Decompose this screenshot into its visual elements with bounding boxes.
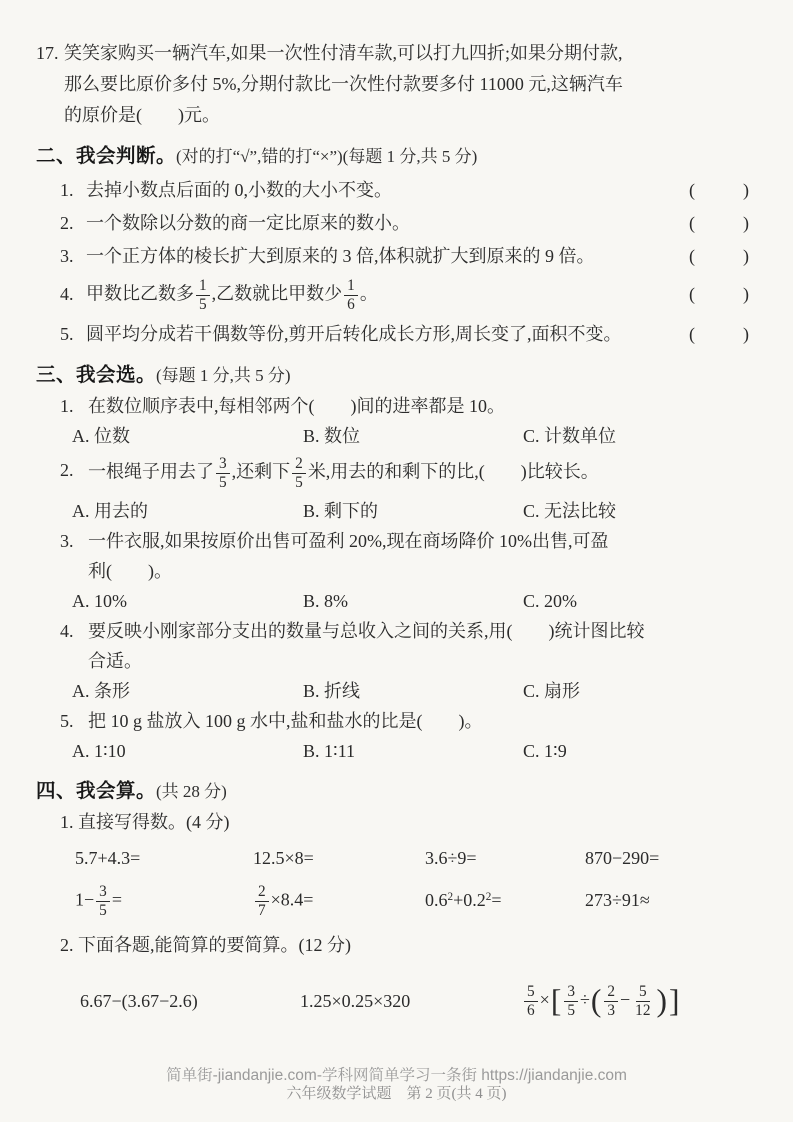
- judge-item-1: [36, 175, 753, 206]
- fraction: $\frac{1}{5}$: [196, 277, 210, 314]
- fraction: $\frac{3}{5}$: [216, 455, 230, 492]
- choice-options: [60, 676, 753, 706]
- option-a: A. 条形: [72, 681, 130, 702]
- fraction: $\frac{3}{5}$: [564, 983, 578, 1020]
- question-number: 4.: [60, 621, 74, 642]
- judge-list: [36, 175, 753, 350]
- footer-watermark: [0, 1066, 793, 1104]
- option-a: A. 10%: [72, 591, 127, 612]
- option-b: B. 剩下的: [303, 501, 379, 522]
- watermark-site-line: 简单街-jiandanjie.com-学科网简单学习一条街 https://jiandanjie.com: [166, 1067, 627, 1084]
- option-c: C. 无法比较: [523, 501, 617, 522]
- section-calc-title: 四、我会算。: [36, 780, 157, 803]
- choice-question-text: 要反映小刚家部分支出的数量与总收入之间的关系,用( )统计图比较: [88, 621, 645, 642]
- option-a: A. 位数: [72, 426, 130, 447]
- judge-item-4: [36, 274, 753, 317]
- option-a: A. 1∶10: [72, 741, 126, 762]
- question-number: 2.: [60, 213, 74, 233]
- simplify-row: [36, 972, 753, 1030]
- choice-question-text: 利( )。: [88, 561, 172, 582]
- fraction: $\frac{1}{6}$: [344, 277, 358, 314]
- judge-item-3: [36, 241, 753, 272]
- question-number: 1.: [60, 396, 74, 417]
- calc-expression: $0.6^2+0.2^2=$: [425, 889, 502, 910]
- question-number: 17.: [36, 43, 59, 63]
- choice-question-2: [36, 451, 753, 526]
- option-b: B. 数位: [303, 426, 361, 447]
- fraction: $\frac{3}{5}$: [96, 883, 110, 920]
- calc-expression: 6.67−(3.67−2.6): [80, 990, 198, 1011]
- section-judge-subtitle: (对的打“√”,错的打“×”)(每题 1 分,共 5 分): [176, 147, 478, 166]
- calc-expression: 3.6÷9=: [425, 848, 477, 869]
- choice-question-text: 一根绳子用去了 $\frac{3}{5}$ ,还剩下 $\frac{2}{5}$ 米,用去的和剩下的比,( )比较长。: [88, 455, 599, 492]
- choice-options: [60, 586, 753, 616]
- option-c: C. 1∶9: [523, 741, 567, 762]
- question-number: 4.: [60, 283, 74, 304]
- section-choice: [36, 360, 753, 766]
- judge-item-text: 一个数除以分数的商一定比原来的数小。: [86, 213, 410, 233]
- question-number: 5.: [60, 711, 74, 732]
- question-17-line3: 的原价是( )元。: [64, 105, 220, 125]
- question-number: 3.: [60, 531, 74, 552]
- mental-math-row-2: [36, 883, 753, 920]
- option-a: A. 用去的: [72, 501, 148, 522]
- option-c: C. 计数单位: [523, 426, 617, 447]
- section-judge-title: 二、我会判断。: [36, 145, 177, 167]
- calc-expression: 870−290=: [585, 848, 660, 869]
- fraction: $\frac{2}{5}$: [292, 455, 306, 492]
- choice-question-text: 一件衣服,如果按原价出售可盈利 20%,现在商场降价 10%出售,可盈: [88, 531, 609, 552]
- choice-options: [60, 421, 753, 451]
- calc-expression: 1− $\frac{3}{5}$ =: [75, 883, 122, 920]
- fraction: $\frac{2}{7}$: [255, 883, 269, 920]
- judge-item-text: 一个正方体的棱长扩大到原来的 3 倍,体积就扩大到原来的 9 倍。: [86, 246, 595, 266]
- answer-bracket: ( ): [689, 213, 753, 233]
- answer-bracket: ( ): [689, 246, 753, 266]
- section-calc-header: [36, 776, 753, 807]
- section-choice-title: 三、我会选。: [36, 364, 157, 387]
- judge-item-text: 甲数比乙数多 $\frac{1}{5}$ ,乙数就比甲数少 $\frac{1}{6}$ 。: [86, 277, 378, 314]
- choice-options: [60, 496, 753, 526]
- question-number: 3.: [60, 246, 74, 266]
- calc-sub1-label: 1. 直接写得数。(4 分): [60, 812, 230, 833]
- calc-expression: 1.25×0.25×320: [300, 990, 411, 1011]
- question-number: 5.: [60, 324, 74, 345]
- section-choice-header: [36, 360, 753, 391]
- answer-bracket: ( ): [689, 283, 753, 304]
- calc-expression: $\frac{5}{6}$ ×[ $\frac{3}{5}$ ÷( $\frac{2}{3}$ − $\frac{5}{12}$ )]: [522, 983, 753, 1020]
- judge-item-2: [36, 208, 753, 239]
- page-number-line: 六年级数学试题 第 2 页(共 4 页): [286, 1086, 507, 1102]
- question-17-line1: 笑笑家购买一辆汽车,如果一次性付清车款,可以打九四折;如果分期付款,: [64, 43, 623, 63]
- section-judge: [36, 141, 753, 350]
- choice-question-text: 把 10 g 盐放入 100 g 水中,盐和盐水的比是( )。: [88, 711, 483, 732]
- option-b: B. 8%: [303, 591, 348, 612]
- fraction: $\frac{2}{3}$: [604, 983, 618, 1020]
- option-b: B. 1∶11: [303, 741, 356, 762]
- calc-expression: 5.7+4.3=: [75, 848, 141, 869]
- question-number: 1.: [60, 180, 74, 200]
- answer-bracket: ( ): [689, 324, 753, 345]
- choice-question-1: [36, 391, 753, 451]
- choice-options: [60, 736, 753, 766]
- fraction: $\frac{5}{6}$: [524, 983, 538, 1020]
- choice-question-3: [36, 526, 753, 616]
- fraction: $\frac{5}{12}$: [635, 982, 651, 1019]
- question-17-line2: 那么要比原价多付 5%,分期付款比一次性付款要多付 11000 元,这辆汽车: [64, 74, 623, 94]
- option-b: B. 折线: [303, 681, 361, 702]
- choice-question-text: 合适。: [88, 651, 142, 672]
- option-c: C. 扇形: [523, 681, 581, 702]
- calc-expression: 273÷91≈: [585, 889, 650, 910]
- mental-math-row-1: [36, 842, 753, 874]
- section-choice-subtitle: (每题 1 分,共 5 分): [156, 366, 291, 386]
- option-c: C. 20%: [523, 591, 577, 612]
- section-calc-subtitle: (共 28 分): [156, 782, 227, 802]
- question-number: 2.: [60, 460, 74, 481]
- answer-bracket: ( ): [689, 180, 753, 200]
- choice-question-5: [36, 706, 753, 766]
- calc-expression: $\frac{2}{7}$ ×8.4=: [253, 883, 425, 920]
- section-calc: [36, 776, 753, 1030]
- judge-item-text: 去掉小数点后面的 0,小数的大小不变。: [86, 180, 392, 200]
- calc-sub2-label: 2. 下面各题,能简算的要简算。(12 分): [60, 935, 351, 956]
- judge-item-text: 圆平均分成若干偶数等份,剪开后转化成长方形,周长变了,面积不变。: [86, 324, 622, 345]
- question-17: [36, 38, 753, 131]
- judge-item-5: [36, 319, 753, 350]
- section-judge-header: [36, 141, 753, 172]
- choice-question-text: 在数位顺序表中,每相邻两个( )间的进率都是 10。: [88, 396, 505, 417]
- choice-question-4: [36, 616, 753, 706]
- calc-expression: 12.5×8=: [253, 848, 314, 869]
